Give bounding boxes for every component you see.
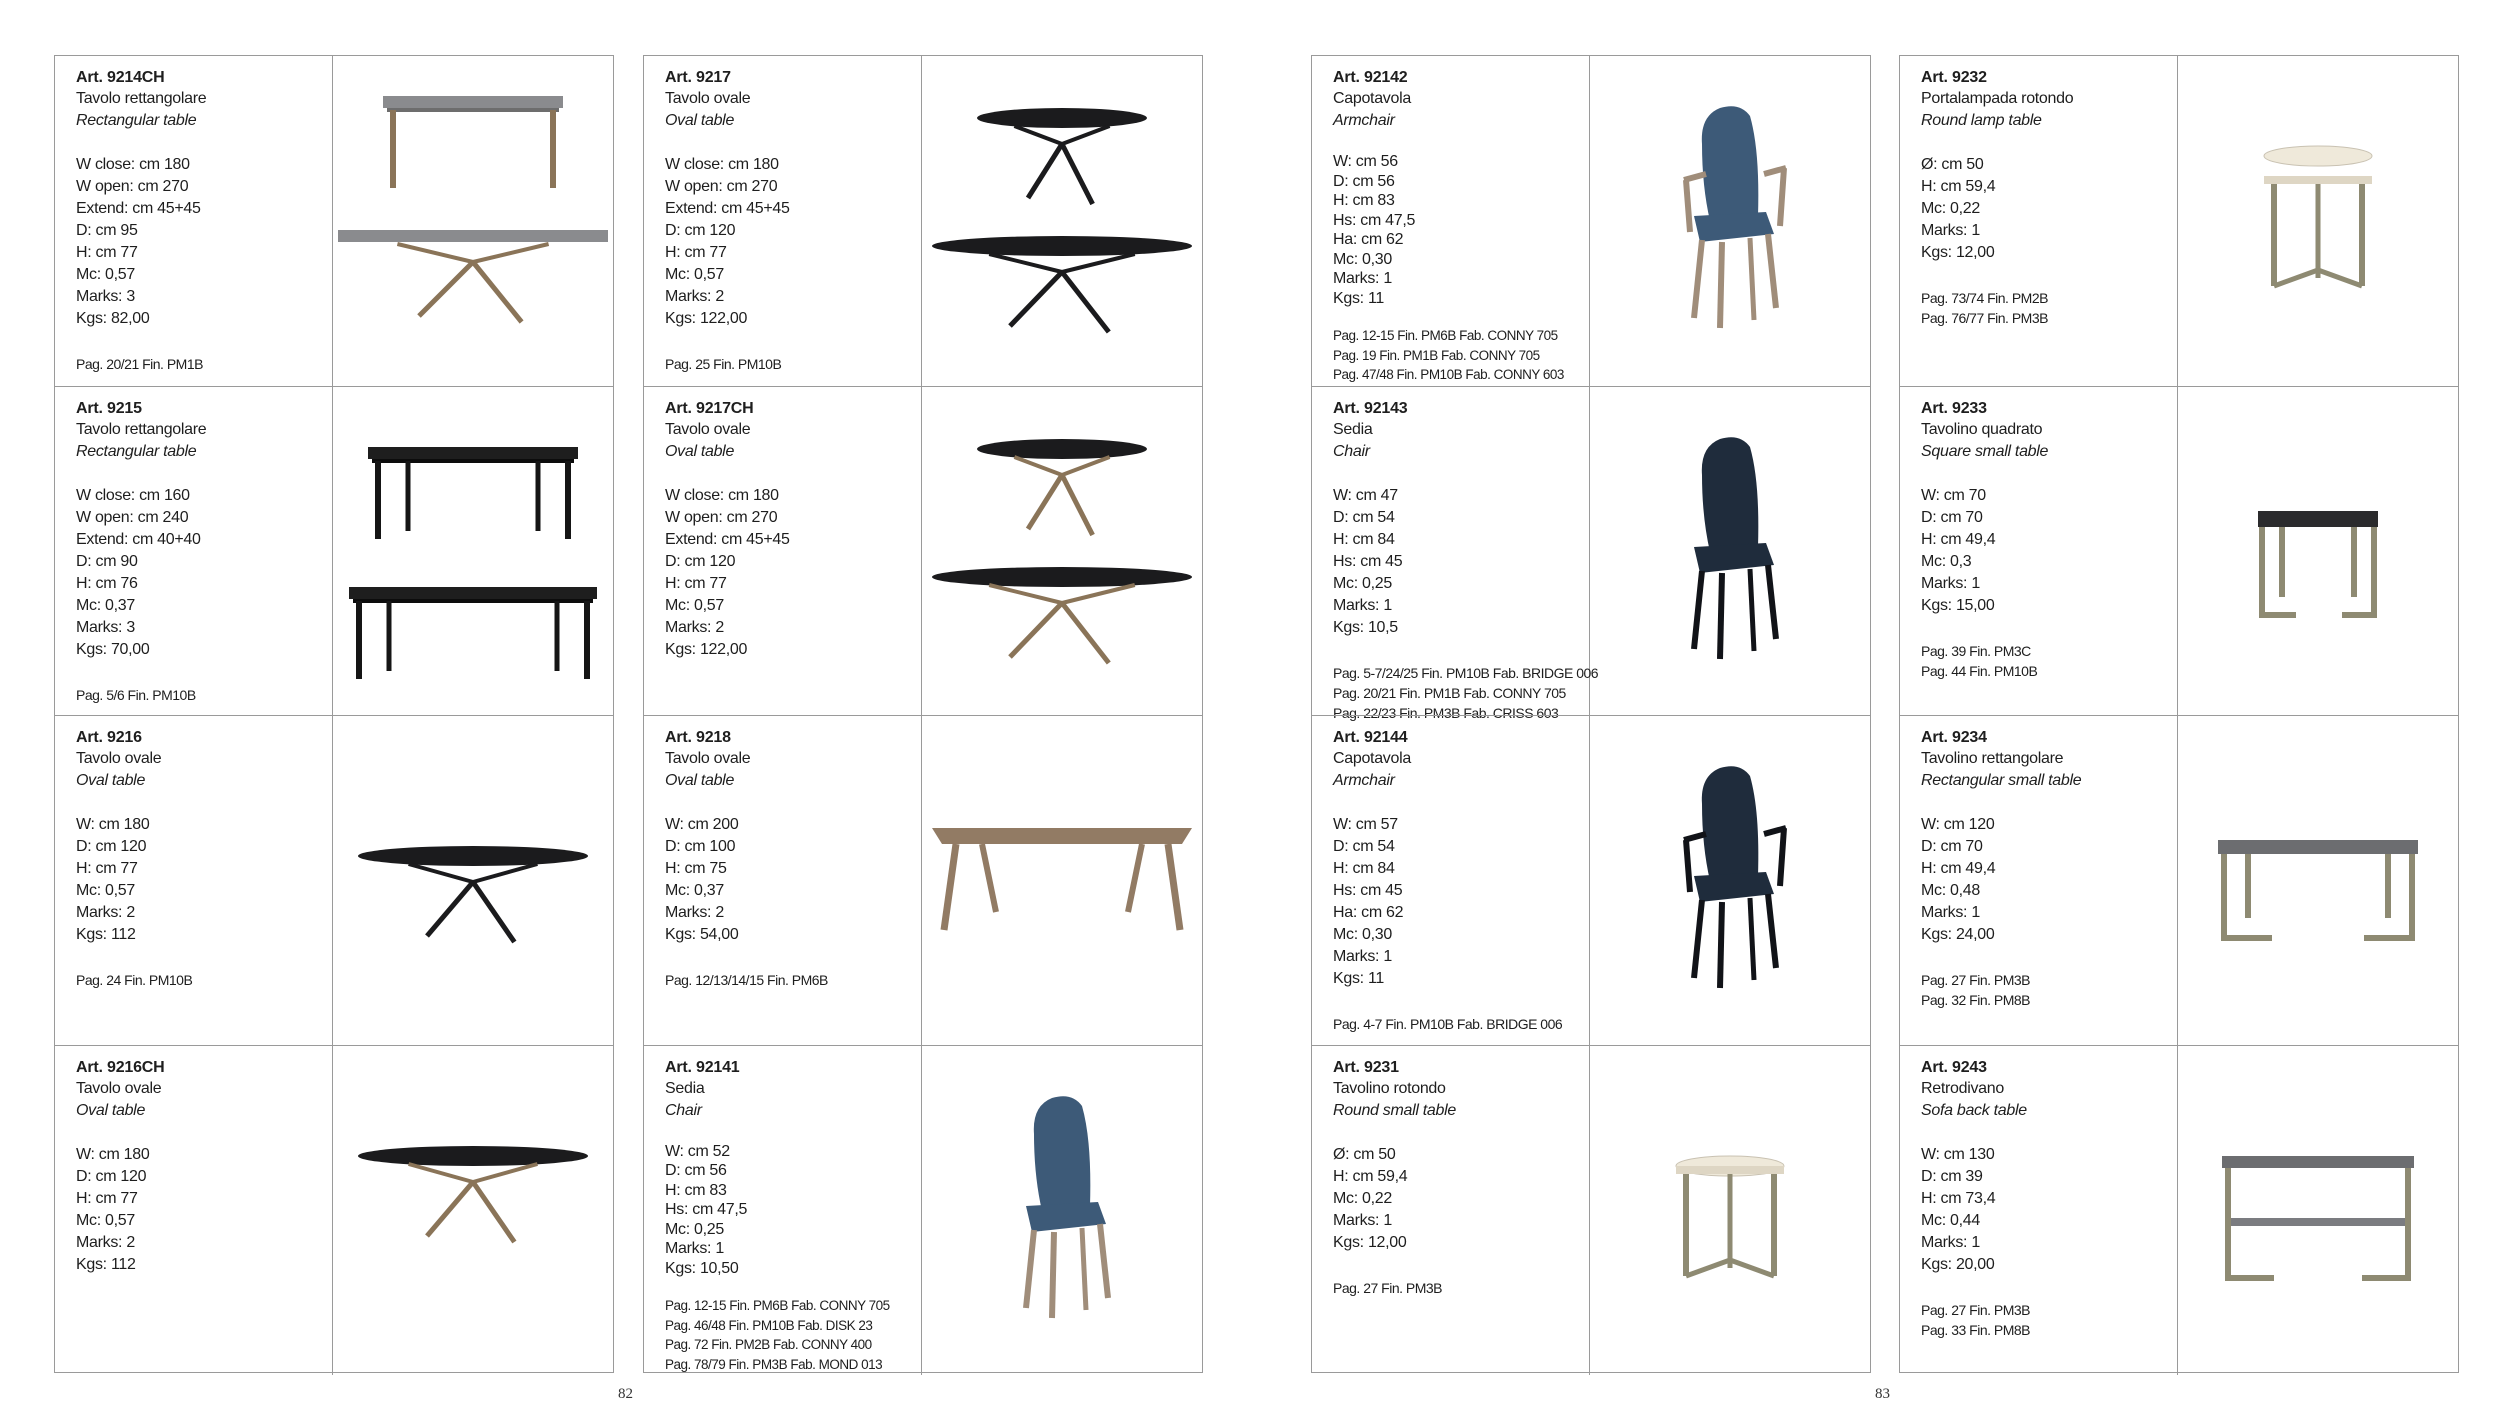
spec-line: H: cm 84 — [1333, 860, 1395, 877]
product-card — [1900, 386, 2458, 716]
spec-line: H: cm 76 — [76, 574, 138, 592]
spec-line: H: cm 84 — [1333, 530, 1395, 548]
product-illustration — [1590, 1046, 1870, 1374]
spec-line: Hs: cm 47,5 — [665, 1201, 748, 1218]
product-specs — [665, 485, 921, 661]
product-finishes — [1921, 1300, 2177, 1340]
product-illustration — [922, 56, 1202, 384]
spec-line: W open: cm 240 — [76, 508, 189, 526]
spec-line: Marks: 1 — [1921, 222, 1980, 239]
spec-line: Extend: cm 45+45 — [665, 200, 790, 217]
product-specs — [76, 814, 332, 946]
product-specs — [1921, 814, 2177, 946]
spec-line: Mc: 0,57 — [665, 596, 724, 614]
product-name-italian: Portalampada rotondo — [1921, 90, 2074, 107]
finish-line: Pag. 4-7 Fin. PM10B Fab. BRIDGE 006 — [1333, 1016, 1563, 1032]
product-details — [644, 56, 922, 386]
product-details — [1900, 387, 2178, 716]
product-column-3 — [1311, 55, 1871, 1373]
product-specs — [665, 814, 921, 946]
finish-line: Pag. 78/79 Fin. PM3B Fab. MOND 013 — [665, 1356, 883, 1372]
spec-line: W: cm 52 — [665, 1142, 730, 1160]
product-details — [1312, 56, 1590, 386]
spec-line: H: cm 49,4 — [1921, 530, 1996, 548]
spec-line: Kgs: 11 — [1333, 289, 1384, 307]
article-number: Art. 9243 — [1921, 1058, 1987, 1076]
product-image — [1590, 716, 1870, 1045]
spec-line: Marks: 2 — [665, 288, 724, 305]
product-details — [1900, 1046, 2178, 1375]
product-specs — [1333, 485, 1589, 639]
spec-line: Kgs: 122,00 — [665, 310, 748, 327]
finish-line: Pag. 24 Fin. PM10B — [76, 972, 193, 988]
product-image — [1590, 1046, 1870, 1375]
spec-line: Ø: cm 50 — [1921, 156, 1984, 173]
product-specs — [1921, 1144, 2177, 1276]
product-name-italian: Capotavola — [1333, 750, 1411, 767]
product-name-italian: Tavolo ovale — [76, 750, 162, 767]
spec-line: D: cm 54 — [1333, 508, 1395, 526]
spec-line: Marks: 1 — [1921, 904, 1980, 921]
spec-line: Mc: 0,37 — [76, 596, 135, 614]
spec-line: Hs: cm 47,5 — [1333, 211, 1416, 229]
spec-line: W: cm 180 — [76, 1145, 150, 1163]
product-name-english: Round small table — [1333, 1101, 1456, 1119]
finish-line: Pag. 72 Fin. PM2B Fab. CONNY 400 — [665, 1337, 872, 1352]
spec-line: H: cm 77 — [76, 1189, 138, 1207]
article-number: Art. 9216CH — [76, 1058, 165, 1076]
product-name-english: Armchair — [1333, 112, 1395, 129]
product-column-2 — [643, 55, 1203, 1373]
spec-line: H: cm 59,4 — [1333, 1167, 1408, 1185]
product-image — [1590, 387, 1870, 716]
finish-line: Pag. 76/77 Fin. PM3B — [1921, 310, 2048, 326]
spec-line: D: cm 56 — [1333, 172, 1395, 190]
product-image — [333, 387, 613, 716]
spec-line: Marks: 1 — [1921, 574, 1980, 592]
product-name-english: Oval table — [665, 442, 735, 460]
product-illustration — [333, 716, 613, 1044]
spec-line: Kgs: 12,00 — [1333, 1233, 1407, 1251]
spec-line: W open: cm 270 — [665, 508, 778, 526]
spec-line: D: cm 39 — [1921, 1167, 1983, 1185]
spec-line: D: cm 70 — [1921, 838, 1983, 855]
product-illustration — [922, 1046, 1202, 1374]
spec-line: Marks: 1 — [1333, 270, 1392, 287]
article-number: Art. 9217CH — [665, 399, 754, 417]
finish-line: Pag. 5/6 Fin. PM10B — [76, 686, 196, 703]
product-illustration — [922, 387, 1202, 715]
spec-line: Hs: cm 45 — [1333, 552, 1403, 570]
product-image — [2178, 56, 2458, 386]
finish-line: Pag. 12-15 Fin. PM6B Fab. CONNY 705 — [665, 1298, 890, 1313]
product-image — [2178, 387, 2458, 716]
spec-line: Kgs: 112 — [76, 1255, 136, 1273]
product-finishes — [1921, 641, 2177, 681]
spec-line: W: cm 70 — [1921, 486, 1986, 504]
product-name-italian: Tavolino rettangolare — [1921, 750, 2064, 767]
product-details — [55, 1046, 333, 1375]
product-name-english: Square small table — [1921, 442, 2049, 460]
product-card — [1312, 56, 1870, 386]
spec-line: Ha: cm 62 — [1333, 231, 1404, 248]
spec-line: Extend: cm 45+45 — [76, 200, 201, 217]
spec-line: H: cm 75 — [665, 860, 727, 877]
spec-line: W: cm 200 — [665, 816, 739, 833]
page-number-left: 82 — [618, 1386, 633, 1402]
article-number: Art. 92143 — [1333, 399, 1408, 417]
product-illustration — [333, 56, 613, 384]
product-specs — [1921, 485, 2177, 617]
spec-line: Ha: cm 62 — [1333, 904, 1404, 921]
spec-line: Kgs: 10,50 — [665, 1259, 739, 1277]
product-name-english: Rectangular table — [76, 112, 197, 129]
spec-line: Kgs: 20,00 — [1921, 1255, 1995, 1273]
spec-line: Mc: 0,57 — [76, 266, 135, 283]
article-number: Art. 9233 — [1921, 399, 1987, 417]
finish-line: Pag. 12-15 Fin. PM6B Fab. CONNY 705 — [1333, 328, 1558, 343]
article-number: Art. 9216 — [76, 729, 142, 746]
spec-line: Mc: 0,57 — [76, 882, 135, 899]
spec-line: Marks: 1 — [1333, 596, 1392, 614]
product-specs — [1333, 1144, 1589, 1254]
product-name-italian: Sedia — [665, 1079, 705, 1097]
product-card — [1900, 1045, 2458, 1375]
product-finishes — [665, 970, 921, 990]
finish-line: Pag. 39 Fin. PM3C — [1921, 642, 2031, 659]
product-finishes — [1333, 1278, 1589, 1298]
product-illustration — [2178, 387, 2458, 715]
product-finishes — [665, 354, 921, 374]
spec-line: Kgs: 112 — [76, 926, 136, 943]
product-name-english: Rectangular table — [76, 442, 197, 460]
spec-line: Kgs: 11 — [1333, 970, 1384, 987]
product-details — [55, 387, 333, 716]
spec-line: Marks: 1 — [1333, 1211, 1392, 1229]
product-details — [1900, 716, 2178, 1045]
product-image — [2178, 716, 2458, 1045]
spec-line: W open: cm 270 — [665, 178, 778, 195]
product-card — [1312, 386, 1870, 721]
product-illustration — [1590, 56, 1870, 384]
product-specs — [1333, 814, 1589, 990]
product-details — [1312, 716, 1590, 1045]
spec-line: Mc: 0,30 — [1333, 250, 1392, 268]
product-specs — [76, 154, 332, 330]
article-number: Art. 9231 — [1333, 1058, 1399, 1076]
spec-line: Mc: 0,48 — [1921, 882, 1980, 899]
spec-line: D: cm 70 — [1921, 508, 1983, 526]
product-name-italian: Tavolino quadrato — [1921, 420, 2043, 438]
spec-line: Marks: 2 — [665, 618, 724, 636]
product-illustration — [333, 1046, 613, 1374]
product-name-italian: Tavolo rettangolare — [76, 420, 207, 438]
product-image — [333, 56, 613, 386]
spec-line: Extend: cm 45+45 — [665, 530, 790, 548]
spec-line: D: cm 56 — [665, 1162, 727, 1179]
product-name-english: Armchair — [1333, 772, 1395, 789]
spec-line: Marks: 2 — [665, 904, 724, 921]
spec-line: W close: cm 180 — [665, 486, 779, 504]
product-image — [333, 716, 613, 1045]
product-card — [55, 715, 613, 1045]
product-name-english: Chair — [1333, 442, 1370, 460]
spec-line: Mc: 0,57 — [76, 1211, 135, 1229]
spec-line: H: cm 77 — [76, 860, 138, 877]
finish-line: Pag. 19 Fin. PM1B Fab. CONNY 705 — [1333, 347, 1540, 363]
spec-line: D: cm 95 — [76, 222, 138, 239]
product-image — [922, 56, 1202, 386]
spec-line: H: cm 77 — [665, 244, 727, 261]
product-name-english: Oval table — [665, 772, 735, 789]
spec-line: Mc: 0,25 — [1333, 574, 1392, 592]
product-name-italian: Sedia — [1333, 420, 1373, 438]
product-illustration — [1590, 716, 1870, 1044]
spec-line: Marks: 1 — [665, 1240, 724, 1257]
spec-line: Hs: cm 45 — [1333, 882, 1403, 899]
spec-line: D: cm 120 — [76, 838, 147, 855]
product-specs — [1921, 154, 2177, 264]
spec-line: Mc: 0,57 — [665, 266, 724, 283]
finish-line: Pag. 27 Fin. PM3B — [1921, 1301, 2031, 1318]
spec-line: Kgs: 15,00 — [1921, 596, 1995, 614]
product-name-english: Oval table — [76, 772, 146, 789]
article-number: Art. 92142 — [1333, 69, 1408, 86]
spec-line: D: cm 90 — [76, 552, 138, 570]
spec-line: D: cm 100 — [665, 838, 736, 855]
spec-line: H: cm 77 — [76, 244, 138, 261]
product-illustration — [2178, 1046, 2458, 1374]
spec-line: W: cm 130 — [1921, 1145, 1995, 1163]
product-finishes — [1333, 1014, 1589, 1034]
product-details — [644, 387, 922, 716]
spec-line: Mc: 0,22 — [1921, 200, 1980, 217]
finish-line: Pag. 46/48 Fin. PM10B Fab. DISK 23 — [665, 1317, 873, 1333]
spec-line: Marks: 1 — [1333, 948, 1392, 965]
spec-line: D: cm 120 — [76, 1167, 147, 1185]
spec-line: W close: cm 180 — [665, 156, 779, 173]
spec-line: H: cm 59,4 — [1921, 178, 1996, 195]
product-finishes — [1333, 326, 1589, 385]
spec-line: Kgs: 10,5 — [1333, 618, 1398, 636]
product-name-english: Sofa back table — [1921, 1101, 2027, 1119]
product-card — [55, 386, 613, 716]
spec-line: W close: cm 160 — [76, 486, 190, 504]
product-finishes — [1333, 663, 1599, 723]
product-card — [644, 715, 1202, 1045]
spec-line: Marks: 3 — [76, 288, 135, 305]
product-name-italian: Tavolo ovale — [665, 750, 751, 767]
product-card — [644, 386, 1202, 716]
product-specs — [76, 485, 332, 661]
spec-line: W open: cm 270 — [76, 178, 189, 195]
product-column-1 — [54, 55, 614, 1373]
product-finishes — [1921, 288, 2177, 328]
spec-line: W: cm 56 — [1333, 153, 1398, 170]
product-details — [1312, 1046, 1590, 1375]
product-finishes — [665, 1296, 921, 1374]
spec-line: Extend: cm 40+40 — [76, 530, 201, 548]
finish-line: Pag. 12/13/14/15 Fin. PM6B — [665, 972, 828, 988]
product-image — [1590, 56, 1870, 386]
finish-line: Pag. 47/48 Fin. PM10B Fab. CONNY 603 — [1333, 367, 1564, 382]
product-image — [2178, 1046, 2458, 1375]
product-illustration — [1590, 387, 1870, 715]
product-specs — [665, 1142, 921, 1279]
product-details — [55, 716, 333, 1045]
spec-line: Mc: 0,37 — [665, 882, 724, 899]
finish-line: Pag. 27 Fin. PM3B — [1921, 972, 2031, 988]
article-number: Art. 9217 — [665, 69, 731, 86]
spec-line: W: cm 180 — [76, 816, 150, 833]
spec-line: D: cm 54 — [1333, 838, 1395, 855]
page-number-right: 83 — [1875, 1386, 1890, 1402]
product-name-italian: Tavolo ovale — [665, 420, 751, 438]
product-name-italian: Tavolo rettangolare — [76, 90, 207, 107]
product-illustration — [333, 387, 613, 715]
product-specs — [1333, 152, 1589, 308]
product-finishes — [76, 970, 332, 990]
product-name-italian: Tavolo ovale — [76, 1079, 162, 1097]
finish-line: Pag. 73/74 Fin. PM2B — [1921, 290, 2048, 306]
product-illustration — [922, 716, 1202, 1044]
spec-line: Marks: 3 — [76, 618, 135, 636]
spec-line: W: cm 47 — [1333, 486, 1398, 504]
spec-line: Mc: 0,44 — [1921, 1211, 1980, 1229]
spec-line: W close: cm 180 — [76, 156, 190, 173]
spec-line: H: cm 73,4 — [1921, 1189, 1996, 1207]
finish-line: Pag. 44 Fin. PM10B — [1921, 662, 2038, 679]
spec-line: Marks: 1 — [1921, 1233, 1980, 1251]
spec-line: Marks: 2 — [76, 904, 135, 921]
product-column-4 — [1899, 55, 2459, 1373]
spec-line: H: cm 83 — [1333, 192, 1395, 209]
spec-line: D: cm 120 — [665, 552, 736, 570]
spec-line: Marks: 2 — [76, 1233, 135, 1251]
product-illustration — [2178, 716, 2458, 1044]
finish-line: Pag. 33 Fin. PM8B — [1921, 1321, 2031, 1338]
product-specs — [76, 1144, 332, 1276]
product-card — [1312, 1045, 1870, 1375]
spec-line: Mc: 0,22 — [1333, 1189, 1392, 1207]
product-image — [333, 1046, 613, 1375]
spec-line: Kgs: 12,00 — [1921, 244, 1995, 261]
finish-line: Pag. 20/21 Fin. PM1B Fab. CONNY 705 — [1333, 684, 1566, 701]
spec-line: Mc: 0,30 — [1333, 926, 1392, 943]
finish-line: Pag. 22/23 Fin. PM3B Fab. CRISS 603 — [1333, 704, 1559, 721]
product-name-english: Rectangular small table — [1921, 772, 2082, 789]
spec-line: Kgs: 82,00 — [76, 310, 150, 327]
spec-line: Ø: cm 50 — [1333, 1145, 1396, 1163]
product-name-italian: Tavolino rotondo — [1333, 1079, 1446, 1097]
product-name-italian: Retrodivano — [1921, 1079, 2004, 1097]
product-card — [1900, 56, 2458, 386]
product-image — [922, 387, 1202, 716]
spec-line: H: cm 77 — [665, 574, 727, 592]
product-details — [644, 716, 922, 1045]
product-name-italian: Capotavola — [1333, 90, 1411, 107]
article-number: Art. 9234 — [1921, 729, 1987, 746]
product-finishes — [1921, 970, 2177, 1010]
product-name-english: Round lamp table — [1921, 112, 2042, 129]
product-finishes — [76, 354, 332, 374]
spec-line: W: cm 57 — [1333, 816, 1398, 833]
product-details — [55, 56, 333, 386]
finish-line: Pag. 5-7/24/25 Fin. PM10B Fab. BRIDGE 006 — [1333, 664, 1599, 681]
product-image — [922, 1046, 1202, 1375]
article-number: Art. 9218 — [665, 729, 731, 746]
product-card — [644, 1045, 1202, 1375]
spec-line: Kgs: 122,00 — [665, 640, 748, 658]
finish-line: Pag. 25 Fin. PM10B — [665, 356, 782, 372]
spec-line: Kgs: 70,00 — [76, 640, 150, 658]
product-name-english: Chair — [665, 1101, 702, 1119]
finish-line: Pag. 27 Fin. PM3B — [1333, 1279, 1443, 1296]
spec-line: H: cm 83 — [665, 1181, 727, 1199]
product-card — [644, 56, 1202, 386]
article-number: Art. 9215 — [76, 399, 142, 417]
product-card — [55, 56, 613, 386]
article-number: Art. 92141 — [665, 1058, 740, 1076]
product-card — [1312, 715, 1870, 1045]
article-number: Art. 92144 — [1333, 729, 1408, 746]
product-card — [1900, 715, 2458, 1045]
finish-line: Pag. 32 Fin. PM8B — [1921, 992, 2031, 1008]
product-details — [1312, 387, 1599, 721]
spec-line: Kgs: 54,00 — [665, 926, 739, 943]
spec-line: H: cm 49,4 — [1921, 860, 1996, 877]
spec-line: Kgs: 24,00 — [1921, 926, 1995, 943]
article-number: Art. 9232 — [1921, 69, 1987, 86]
spec-line: Mc: 0,3 — [1921, 552, 1972, 570]
spec-line: Mc: 0,25 — [665, 1220, 724, 1238]
spec-line: W: cm 120 — [1921, 816, 1995, 833]
article-number: Art. 9214CH — [76, 69, 165, 86]
product-illustration — [2178, 56, 2458, 384]
product-details — [644, 1046, 922, 1375]
product-specs — [665, 154, 921, 330]
product-details — [1900, 56, 2178, 386]
product-name-italian: Tavolo ovale — [665, 90, 751, 107]
spec-line: D: cm 120 — [665, 222, 736, 239]
product-finishes — [76, 685, 332, 705]
product-card — [55, 1045, 613, 1375]
product-name-english: Oval table — [665, 112, 735, 129]
finish-line: Pag. 20/21 Fin. PM1B — [76, 356, 203, 372]
product-name-english: Oval table — [76, 1101, 146, 1119]
product-image — [922, 716, 1202, 1045]
